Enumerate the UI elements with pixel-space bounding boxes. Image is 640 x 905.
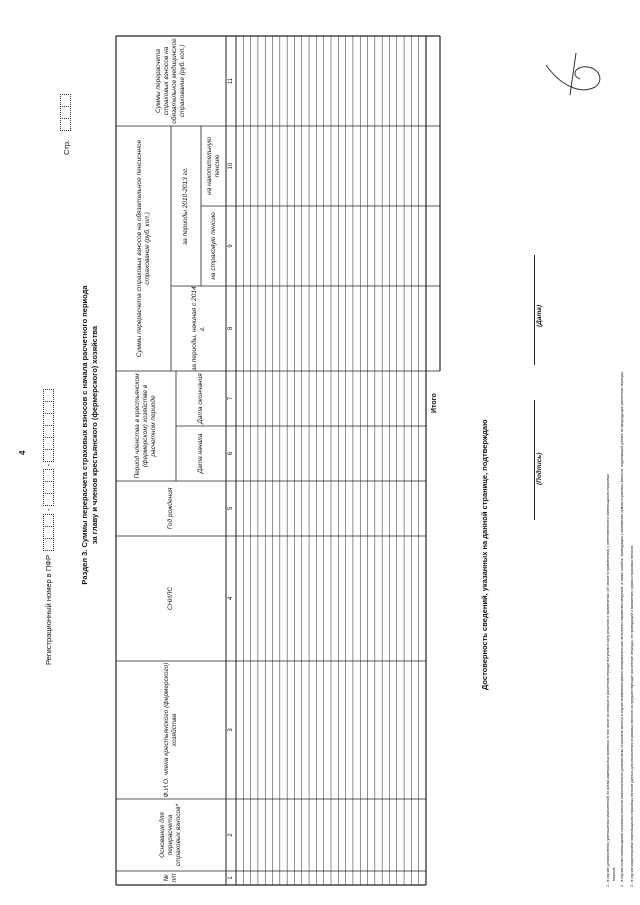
- header-birth-year: Год рождения: [167, 487, 174, 530]
- reg-number-label: Регистрационный номер в ПФР: [44, 555, 53, 665]
- header-ops-group: Суммы перерасчета страховых взносов на обязательное пенсионное страхование (руб. коп.): [135, 139, 151, 358]
- header-2010-2013: за периоды 2010-2013 гг.: [182, 167, 189, 245]
- footnote-2: 2 - в случае если плательщиком страховых взносов самостоятельно доначислены страховые взносы в случае выявления факта неотражения или неполноты отражения сведений, а также ошибок, приводящих к занижению суммы страховых взносов, подлежащей уплате за предыдущие расчетные периоды;: [620, 370, 624, 887]
- col-number-2: 2: [228, 833, 234, 837]
- footnote-3: 3 - в случае корректировки плательщиком страховых взносов данных для исчисления страховых взносов за предшествующие расчетные периоды, не приводящей к занижению суммы страховых взносов.: [630, 544, 634, 887]
- reg-number-cells[interactable]: - -: [43, 389, 54, 550]
- col-number-1: 1: [228, 876, 234, 880]
- col-number-9: 9: [228, 244, 234, 248]
- header-period-group: Период членства в крестьянском (фермерском) хозяйстве в расчетном периоде: [134, 373, 157, 479]
- header-basis: Основание для перерасчета страховых взносов*: [159, 803, 182, 867]
- signature-label: (Подпись): [536, 452, 543, 485]
- confirm-text: Достоверность сведений, указанных на данной странице, подтверждаю: [480, 419, 489, 690]
- total-label: Итого: [431, 393, 438, 413]
- footnote-1b: взносов;: [612, 866, 616, 881]
- date-line[interactable]: [534, 255, 535, 365]
- header-num: № п/п: [163, 873, 178, 883]
- header-end-date: Дата окончания: [197, 373, 204, 424]
- page-label: Стр.: [62, 139, 71, 155]
- header-insurance-pension: на страховую пенсию: [209, 212, 217, 280]
- header-oms: Суммы перерасчета страховых взносов на обязательное медицинское страхование (руб. коп.): [155, 38, 186, 124]
- date-label: (Дата): [536, 304, 543, 327]
- header-fio: Ф.И.О. члена крестьянского (фермерского) хозяйства: [163, 662, 178, 798]
- section-title-line2: за главу и членов крестьянского (фермерского) хозяйства: [90, 325, 99, 545]
- col-number-10: 10: [228, 162, 234, 170]
- col-number-8: 8: [228, 326, 234, 331]
- col-number-7: 7: [228, 396, 234, 401]
- header-since-2014: за периоды, начиная с 2014 г.: [190, 286, 206, 371]
- section-title-line1: Раздел 3. Суммы перерасчета страховых взносов с начала расчетного периода: [80, 285, 89, 585]
- col-number-3: 3: [228, 728, 234, 732]
- header-funded-pension: на накопительную пенсию: [205, 137, 221, 195]
- footnote-1: 1 - в случае доначисления (уменьшения начисленной) по актам камеральных проверок, в том числе за которые в расчетном периоде вступили в силу решения о привлечении (об отказе в привлечении) к ответственности плательщиков страховых: [606, 474, 610, 887]
- header-start-date: Дата начала: [197, 433, 204, 474]
- header-snils: СНИЛС: [167, 586, 174, 611]
- col-number-4: 4: [228, 596, 234, 601]
- signature-mark: [540, 45, 610, 105]
- signature-line[interactable]: [534, 400, 535, 520]
- col-number-5: 5: [228, 506, 234, 511]
- col-number-11: 11: [228, 77, 234, 85]
- col-number-6: 6: [228, 451, 234, 456]
- page-number: 4: [18, 450, 27, 455]
